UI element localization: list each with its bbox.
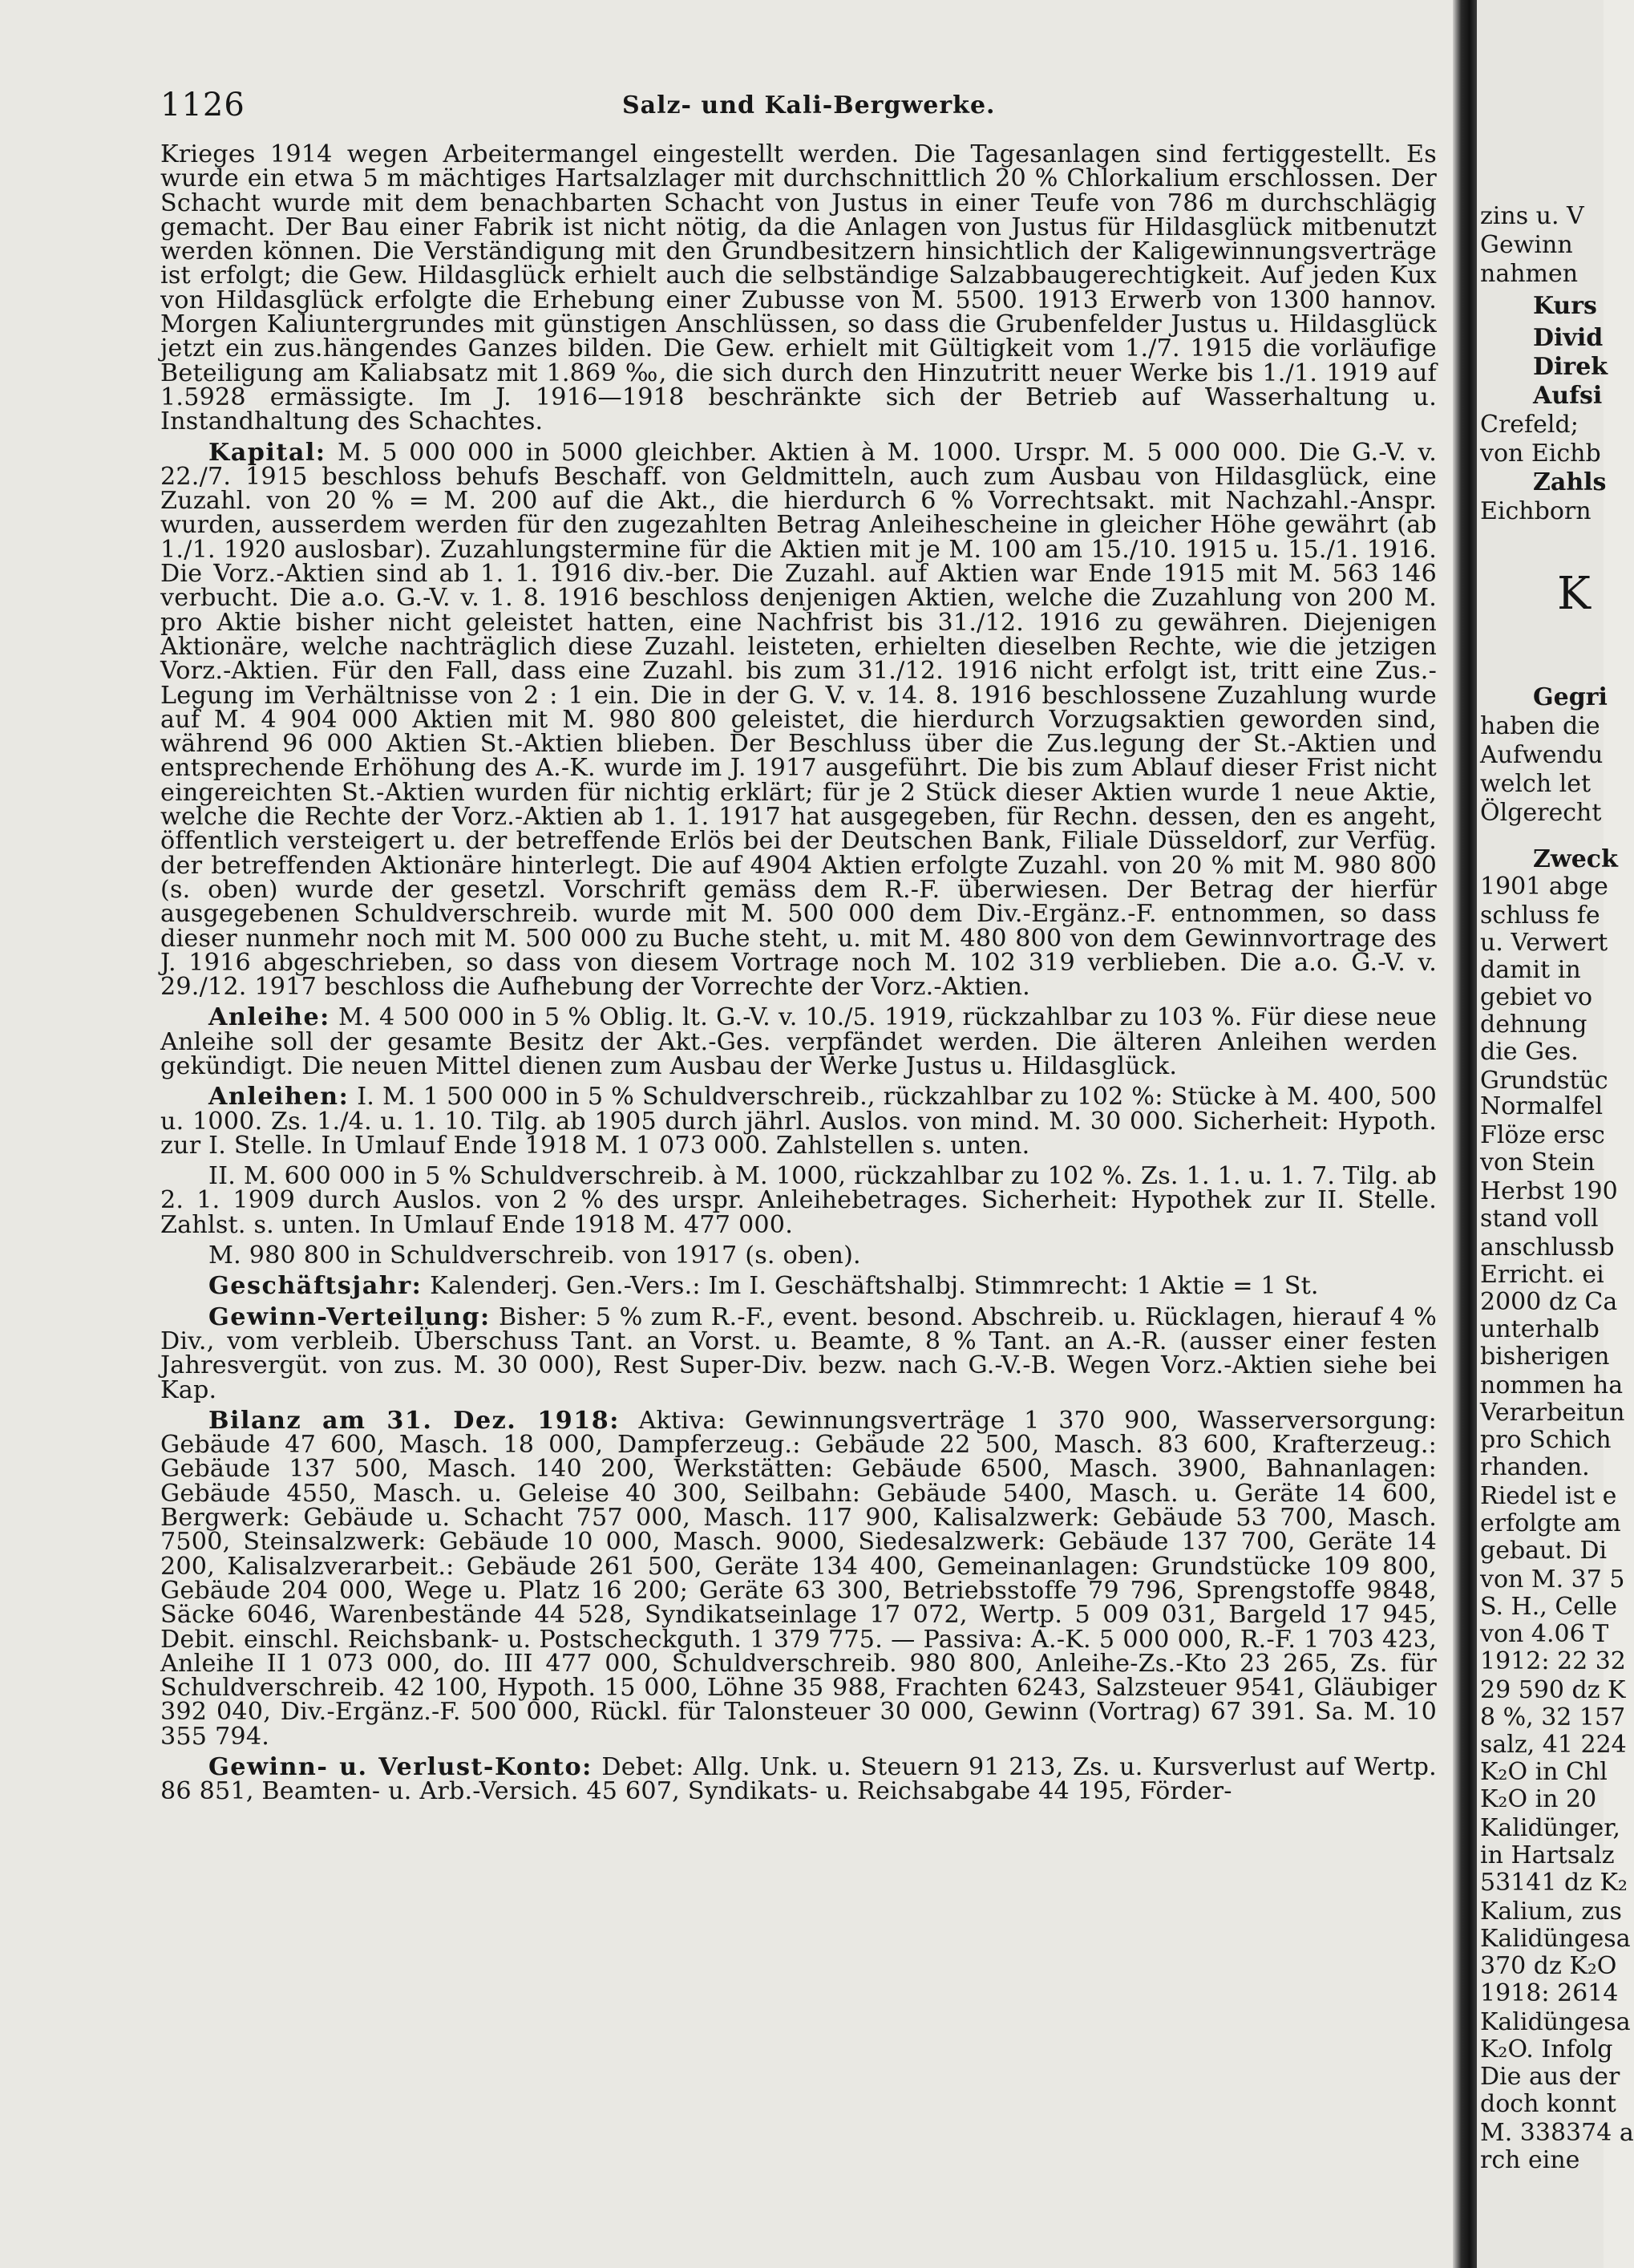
paragraph-gewinn-verlust xyxy=(160,1753,1437,1806)
paragraph-geschaeftsjahr xyxy=(160,1272,1437,1301)
paragraph-lead: Kapital: xyxy=(208,438,326,467)
facing-page-edge xyxy=(1477,0,1634,2268)
paragraph-intro xyxy=(160,140,1437,436)
facing-page-fragment: von Eichb xyxy=(1480,439,1601,468)
facing-page-fragment: Aufsi xyxy=(1533,382,1603,410)
facing-page-fragment: Kalidüngesa xyxy=(1480,1925,1631,1953)
page-number: 1126 xyxy=(160,87,245,124)
facing-page-fragment: Verarbeitun xyxy=(1480,1399,1625,1427)
facing-page-fragment: anschlussb xyxy=(1480,1233,1615,1262)
paragraph-text: Debet: Allg. Unk. u. Steuern 91 213, Zs. u. Kursverlust auf Wertp. 86 851, Beamten- u. Arb.-Versich. 45 607, Syndikats- u. Reichsabgabe 44 195, Förder- xyxy=(160,1753,1437,1806)
facing-page-fragment: zins u. V xyxy=(1480,202,1584,230)
facing-page-fragment: Crefeld; xyxy=(1480,411,1579,439)
facing-page-fragment: 2000 dz Ca xyxy=(1480,1288,1618,1316)
facing-page-fragment: Kalidüngesa xyxy=(1480,2008,1631,2036)
facing-page-fragment: Flöze ersc xyxy=(1480,1121,1605,1149)
paragraph-text: M. 5 000 000 in 5000 gleichber. Aktien à M. 1000. Urspr. M. 5 000 000. Die G.-V. v. 22./7. 1915 beschloss behufs Beschaff. von Geldmitteln, auch zum Ausbau von Hildasglück, eine Zuzahl. von 20 % = M. 200 auf die Akt., die hierdurch 6 % Vorrechtsakt. mit Nachzahl.-Anspr. wurden, ausserdem werden für den zugezahlten Betrag Anleihescheine in gleicher Höhe gewährt (ab 1./1. 1920 auslosbar). Zuzahlungstermine für die Aktien mit je M. 100 am 15./10. 1915 u. 15./1. 1916. Die Vorz.-Aktien sind ab 1. 1. 1916 div.-ber. Die Zuzahl. auf Aktien war Ende 1915 mit M. 563 146 verbucht. Die a.o. G.-V. v. 1. 8. 1916 beschloss denjenigen Aktien, welche die Zuzahlung von 200 M. pro Aktie bisher nicht geleistet hatten, eine Nachfrist bis 31./12. 1916 zu gewähren. Diejenigen Aktionäre, welche nachträglich diese Zuzahl. leisteten, erhielten dieselben Rechte, wie die jetzigen Vorz.-Aktien. Für den Fall, dass eine Zuzahl. bis zum 31./12. 1916 nicht erfolgt ist, tritt eine Zus.-Legung im Verhältnisse von 2 : 1 ein. Die in der G. V. v. 14. 8. 1916 beschlossene Zuzahlung wurde auf M. 4 904 000 Aktien mit M. 980 800 geleistet, die hierdurch Vorzugsaktien geworden sind, während 96 000 Aktien St.-Aktien blieben. Der Beschluss über die Zus.legung der St.-Aktien und entsprechende Erhöhung des A.-K. wurde im J. 1917 ausgeführt. Die bis zum Ablauf dieser Frist nicht eingereichten St.-Aktien wurden für nichtig erklärt; für je 2 Stück dieser Aktien wurde 1 neue Aktie, welche die Rechte der Vorz.-Aktien ab 1. 1. 1917 hat ausgegeben, für Rechn. dessen, den es angeht, öffentlich versteigert u. der betreffende Erlös bei der Deutschen Bank, Filiale Düsseldorf, zur Verfüg. der betreffenden Aktionäre hinterlegt. Die auf 4904 Aktien erfolgte Zuzahl. von 20 % mit M. 980 800 (s. oben) wurde der gesetzl. Vorschrift gemäss dem R.-F. überwiesen. Der Betrag der hierfür ausgegebenen Schuldverschreib. wurde mit M. 500 000 dem Div.-Ergänz.-F. entnommen, so dass dieser nunmehr noch mit M. 500 000 zu Buche steht, u. mit M. 480 800 von dem Gewinnvortrage des J. 1916 abgeschrieben, so dass von diesem Vortrage noch M. 102 319 verblieben. Die a.o. G.-V. v. 29./12. 1917 beschloss die Aufhebung der Vorrechte der Vorz.-Aktien. xyxy=(160,438,1438,1002)
facing-page-fragment: 29 590 dz K xyxy=(1480,1676,1626,1704)
facing-page-fragment: dehnung xyxy=(1480,1010,1587,1039)
facing-page-fragment: unterhalb xyxy=(1480,1315,1600,1343)
facing-page-fragment: haben die xyxy=(1480,712,1600,740)
facing-page-fragment: Zahls xyxy=(1533,468,1607,496)
facing-page-fragment: 370 dz K₂O xyxy=(1480,1952,1617,1980)
facing-page-fragment: Riedel ist e xyxy=(1480,1482,1617,1510)
facing-page-fragment: damit in xyxy=(1480,956,1581,984)
paragraph-bilanz xyxy=(160,1406,1438,1751)
paragraph-lead: Gewinn-Verteilung: xyxy=(208,1302,491,1331)
facing-page-fragment: S. H., Celle xyxy=(1480,1593,1617,1621)
facing-page-fragment: rhanden. xyxy=(1480,1453,1590,1481)
facing-page-fragment: von 4.06 T xyxy=(1480,1620,1609,1648)
facing-page-fragment: Eichborn xyxy=(1480,497,1592,525)
facing-page-fragment: rch eine xyxy=(1480,2146,1580,2174)
paragraph-text: Bisher: 5 % zum R.-F., event. besond. Abschreib. u. Rücklagen, hierauf 4 % Div., vom verbleib. Überschuss Tant. an Vorst. u. Beamte, 8 % Tant. an A.-R. (ausser einer festen Jahresvergüt. von zus. M. 30 000), Rest Super-Div. bezw. nach G.-V.-B. Wegen Vorz.-Aktien siehe bei Kap. xyxy=(160,1302,1438,1404)
paragraph-anleihe xyxy=(160,1003,1437,1080)
facing-page-fragment: gebiet vo xyxy=(1480,983,1593,1011)
facing-page-fragment: Herbst 190 xyxy=(1480,1177,1618,1205)
facing-page-fragment: u. Verwert xyxy=(1480,929,1608,957)
facing-page-fragment: schluss fe xyxy=(1480,901,1600,929)
paragraph-gewinn-verteilung xyxy=(160,1302,1438,1404)
facing-page-fragment: Kurs xyxy=(1533,292,1597,320)
paragraph-lead: Geschäftsjahr: xyxy=(208,1272,423,1301)
facing-page-fragment: bisherigen xyxy=(1480,1343,1610,1371)
facing-page-fragment: nommen ha xyxy=(1480,1371,1624,1399)
facing-page-fragment: in Hartsalz xyxy=(1480,1841,1615,1869)
facing-page-fragment: 53141 dz K₂ xyxy=(1480,1869,1628,1897)
facing-page-fragment: pro Schich xyxy=(1480,1426,1612,1454)
facing-page-fragment: Ölgerecht xyxy=(1480,799,1602,827)
facing-page-fragment: stand voll xyxy=(1480,1205,1599,1233)
facing-page-fragment: salz, 41 224 xyxy=(1480,1731,1627,1759)
facing-page-fragment: K xyxy=(1557,568,1591,620)
paragraph-text: I. M. 1 500 000 in 5 % Schuldverschreib., rückzahlbar zu 102 %: Stücke à M. 400, 500 u. 1000. Zs. 1./4. u. 1. 10. Tilg. ab 1905 durch jährl. Auslos. von mind. M. 30 000. Sicherheit: Hypoth. zur I. Stelle. In Umlauf Ende 1918 M. 1 073 000. Zahlstellen s. unten. xyxy=(160,1083,1437,1160)
facing-page-fragment: Gegri xyxy=(1533,683,1608,711)
facing-page-fragment: erfolgte am xyxy=(1480,1509,1621,1537)
paragraph-lead: Anleihen: xyxy=(208,1083,350,1112)
paragraph-kapital xyxy=(160,438,1438,1002)
facing-page-fragment: Normalfel xyxy=(1480,1092,1604,1120)
facing-page-fragment: 1901 abge xyxy=(1480,873,1608,901)
paragraph-lead: Gewinn- u. Verlust-Konto: xyxy=(208,1753,593,1781)
paragraph-lead: Bilanz am 31. Dez. 1918: xyxy=(208,1406,620,1435)
facing-page-fragment: 1912: 22 32 xyxy=(1480,1647,1626,1675)
book-gutter xyxy=(1453,0,1477,2268)
facing-page-fragment: gebaut. Di xyxy=(1480,1537,1608,1565)
facing-page-fragment: Die aus der xyxy=(1480,2063,1620,2091)
facing-page-fragment: Erricht. ei xyxy=(1480,1261,1604,1289)
facing-page-fragment: von Stein xyxy=(1480,1148,1596,1177)
paragraph-anleihe-ii xyxy=(160,1164,1437,1237)
facing-page-fragment: die Ges. xyxy=(1480,1038,1579,1066)
facing-page-fragment: von M. 37 5 xyxy=(1480,1565,1625,1594)
facing-page-fragment: welch let xyxy=(1480,770,1592,798)
paragraph-schuldverschreib xyxy=(160,1241,1437,1270)
facing-page-fragment: 1918: 2614 xyxy=(1480,1979,1619,2007)
facing-page-fragment: Zweck xyxy=(1533,845,1618,873)
paragraph-text: M. 980 800 in Schuldverschreib. von 1917 (s. oben). xyxy=(208,1241,861,1270)
paragraph-text: II. M. 600 000 in 5 % Schuldverschreib. à M. 1000, rückzahlbar zu 102 %. Zs. 1. 1. u. 1. 7. Tilg. ab 2. 1. 1909 durch Auslos. von 2 % des urspr. Anleihebetrages. Sicherheit: Hypothek zur II. Stelle. Zahlst. s. unten. In Umlauf Ende 1918 M. 477 000. xyxy=(160,1162,1437,1239)
facing-page-fragment: K₂O in 20 xyxy=(1480,1785,1597,1813)
facing-page-fragment: Direk xyxy=(1533,353,1608,381)
facing-page-fragment: doch konnt xyxy=(1480,2090,1616,2118)
paragraph-text: Krieges 1914 wegen Arbeitermangel eingestellt werden. Die Tagesanlagen sind fertiggestellt. Es wurde ein etwa 5 m mächtiges Hartsalzlager mit durchschnittlich 20 % Chlorkalium erschlossen. Der Schacht wurde mit dem benachbarten Schacht von Justus in einer Teufe von 786 m durchschlägig gemacht. Der Bau einer Fabrik ist nicht nötig, da die Anlagen von Justus für Hildasglück mitbenutzt werden können. Die Verständigung mit den Grundbesitzern hinsichtlich der Kaligewinnungsverträge ist erfolgt; die Gew. Hildasglück erhielt auch die selbständige Salzabbaugerechtigkeit. Auf jeden Kux von Hildasglück erfolgte die Erhebung einer Zubusse von M. 5500. 1913 Erwerb von 1300 hannov. Morgen Kaliuntergrundes mit günstigen Anschlüssen, so dass die Grubenfelder Justus u. Hildasglück jetzt ein zus.hängendes Ganzes bilden. Die Gew. erhielt mit Gültigkeit vom 1./7. 1915 die vorläufige Beteiligung am Kaliabsatz mit 1.869 ‰, die sich durch den Hinzutritt neuer Werke bis 1./1. 1919 auf 1.5928 ermässigte. Im J. 1916—1918 beschränkte sich der Betrieb auf Wasserhaltung u. Instandhaltung des Schachtes. xyxy=(160,140,1437,436)
facing-page-fragment: Kalidünger, xyxy=(1480,1814,1620,1842)
paragraph-lead: Anleihe: xyxy=(208,1003,330,1032)
running-head: Salz- und Kali-Bergwerke. xyxy=(622,91,996,119)
facing-page-fragment: Divid xyxy=(1533,324,1604,352)
paragraph-anleihen xyxy=(160,1085,1437,1158)
facing-page-fragment: Kalium, zus xyxy=(1480,1897,1622,1926)
facing-page-fragment: K₂O. Infolg xyxy=(1480,2035,1613,2063)
facing-page-fragment: K₂O in Chl xyxy=(1480,1758,1608,1786)
paragraph-text: Aktiva: Gewinnungsverträge 1 370 900, Wasserversorgung: Gebäude 47 600, Masch. 18 000, Dampferzeug.: Gebäude 22 500, Masch. 83 600, Krafterzeug.: Gebäude 137 500, Masch. 140 200, Werkstätten: Gebäude 6500, Masch. 3900, Bahnanlagen: Gebäude 4550, Masch. u. Geleise 40 300, Seilbahn: Gebäude 5400, Masch. u. Geräte 14 600, Bergwerk: Gebäude u. Schacht 757 000, Masch. 117 900, Kalisalzwerk: Gebäude 53 700, Masch. 7500, Steinsalzwerk: Gebäude 10 000, Masch. 9000, Siedesalzwerk: Gebäude 137 700, Geräte 14 200, Kalisalzverarbeit.: Gebäude 261 500, Geräte 134 400, Gemeinanlagen: Grundstücke 109 800, Gebäude 204 000, Wege u. Platz 16 200; Geräte 63 300, Betriebsstoffe 79 796, Sprengstoffe 9848, Säcke 6046, Warenbestände 44 528, Syndikatseinlage 17 072, Wertp. 5 009 031, Bargeld 17 945, Debit. einschl. Reichsbank- u. Postscheckguth. 1 379 775. — Passiva: A.-K. 5 000 000, R.-F. 1 703 423, Anleihe II 1 073 000, do. III 477 000, Schuldverschreib. 980 800, Anleihe-Zs.-Kto 23 265, Zs. für Schuldverschreib. 42 100, Hypoth. 15 000, Löhne 35 988, Frachten 6243, Salzsteuer 9541, Gläubiger 392 040, Div.-Ergänz.-F. 500 000, Rückl. für Talonsteuer 30 000, Gewinn (Vortrag) 67 391. Sa. M. 10 355 794. xyxy=(160,1406,1438,1751)
facing-page-fragment: Grundstüc xyxy=(1480,1067,1608,1095)
facing-page-fragment: Gewinn xyxy=(1480,231,1573,259)
facing-page-fragment: nahmen xyxy=(1480,260,1579,288)
facing-page-fragment: 8 %, 32 157 xyxy=(1480,1703,1626,1731)
facing-page-fragment: Aufwendu xyxy=(1480,741,1604,769)
paragraph-text: M. 4 500 000 in 5 % Oblig. lt. G.-V. v. 10./5. 1919, rückzahlbar zu 103 %. Für diese neue Anleihe soll der gesamte Besitz der Akt.-Ges. verpfändet werden. Die älteren Anleihen werden gekündigt. Die neuen Mittel dienen zum Ausbau der Werke Justus u. Hildasglück. xyxy=(160,1003,1437,1080)
facing-page-fragment: M. 338374 a xyxy=(1480,2119,1634,2147)
paragraph-text: Kalenderj. Gen.-Vers.: Im I. Geschäftshalbj. Stimmrecht: 1 Aktie = 1 St. xyxy=(430,1272,1319,1301)
main-text-column xyxy=(160,140,1438,1811)
